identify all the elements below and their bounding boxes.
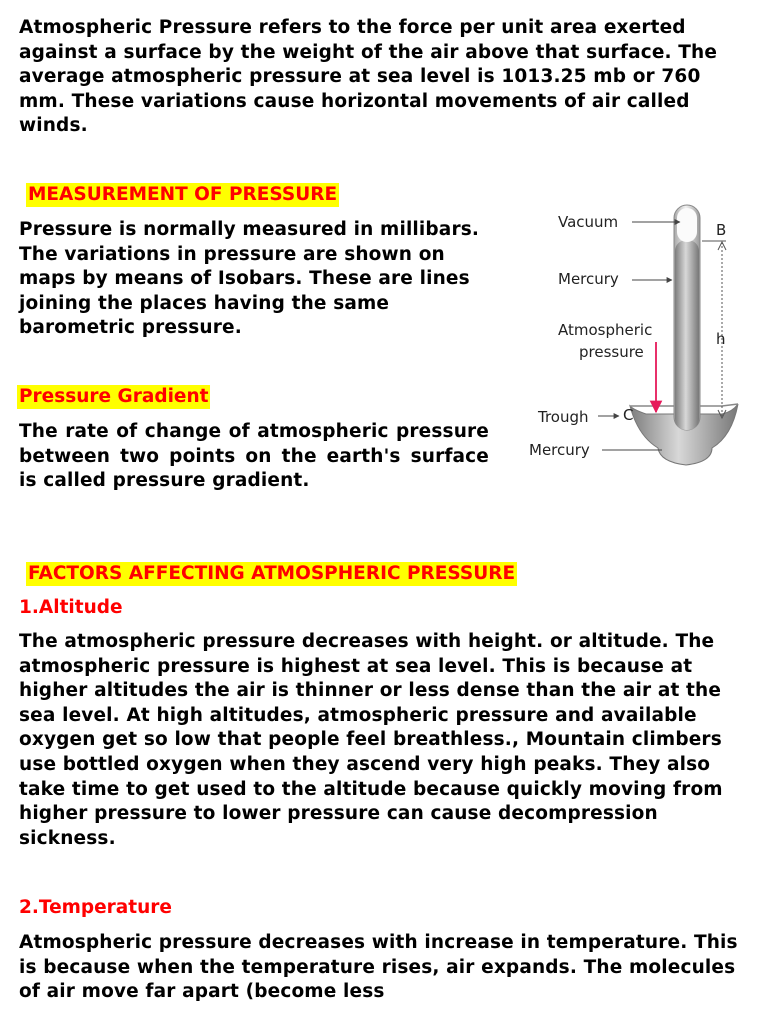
factors-heading: FACTORS AFFECTING ATMOSPHERIC PRESSURE: [28, 563, 516, 584]
mercury-column: [675, 240, 699, 430]
measurement-heading: MEASUREMENT OF PRESSURE: [28, 184, 338, 205]
atmospheric-label: Atmospheric: [558, 321, 653, 339]
barometer-diagram: [526, 200, 766, 475]
trough-label: Trough: [538, 408, 589, 426]
vacuum-label: Vacuum: [558, 213, 619, 231]
mercury-label: Mercury: [558, 270, 619, 288]
h-label: h: [716, 330, 726, 348]
factor-altitude-paragraph: The atmospheric pressure decreases with height. or altitude. The atmospheric pressure is highest at sea level. This is because at higher altitudes the air is thinner or less dense than the air at the sea level. At high altitudes, atmospheric pressure and available oxygen get so low that people feel breathless., Mountain climbers use bottled oxygen when they ascend very high peaks. They also take time to get used to the altitude because quickly moving from higher pressure to lower pressure can cause decompression sickness.: [19, 631, 723, 849]
factor-temperature-heading: [19, 896, 172, 920]
tube-vacuum: [677, 208, 697, 242]
factor-altitude-title: Altitude: [38, 597, 123, 618]
factor-temperature-paragraph: Atmospheric pressure decreases with increase in temperature. This is because when the temperature rises, air expands. The molecules of air move far apart (become less: [19, 932, 738, 1003]
measurement-paragraph: Pressure is normally measured in millibars. The variations in pressure are shown on maps by means of Isobars. These are lines joining the places having the same barometric pressure.: [19, 219, 480, 339]
factor-altitude-heading: [19, 596, 123, 620]
c-label: C: [623, 406, 634, 424]
b-label: B: [716, 221, 727, 239]
factor-temperature-number: 2.: [19, 897, 39, 918]
factor-altitude-number: 1.: [19, 597, 39, 618]
intro-paragraph: Atmospheric Pressure refers to the force per unit area exerted against a surface by the weight of the air above that surface. The average atmospheric pressure at sea level is 1013.25 mb or 760 mm. These variations cause horizontal movements of air called winds.: [19, 17, 718, 137]
pressure-gradient-heading: Pressure Gradient: [19, 386, 209, 407]
pressure-gradient-paragraph: The rate of change of atmospheric pressure between two points on the earth's surface is called pressure gradient.: [19, 421, 489, 492]
pressure-label: pressure: [579, 343, 644, 361]
barometer-svg: [526, 200, 766, 475]
factor-temperature-title: Temperature: [38, 897, 172, 918]
trough-mercury-label: Mercury: [529, 441, 590, 459]
